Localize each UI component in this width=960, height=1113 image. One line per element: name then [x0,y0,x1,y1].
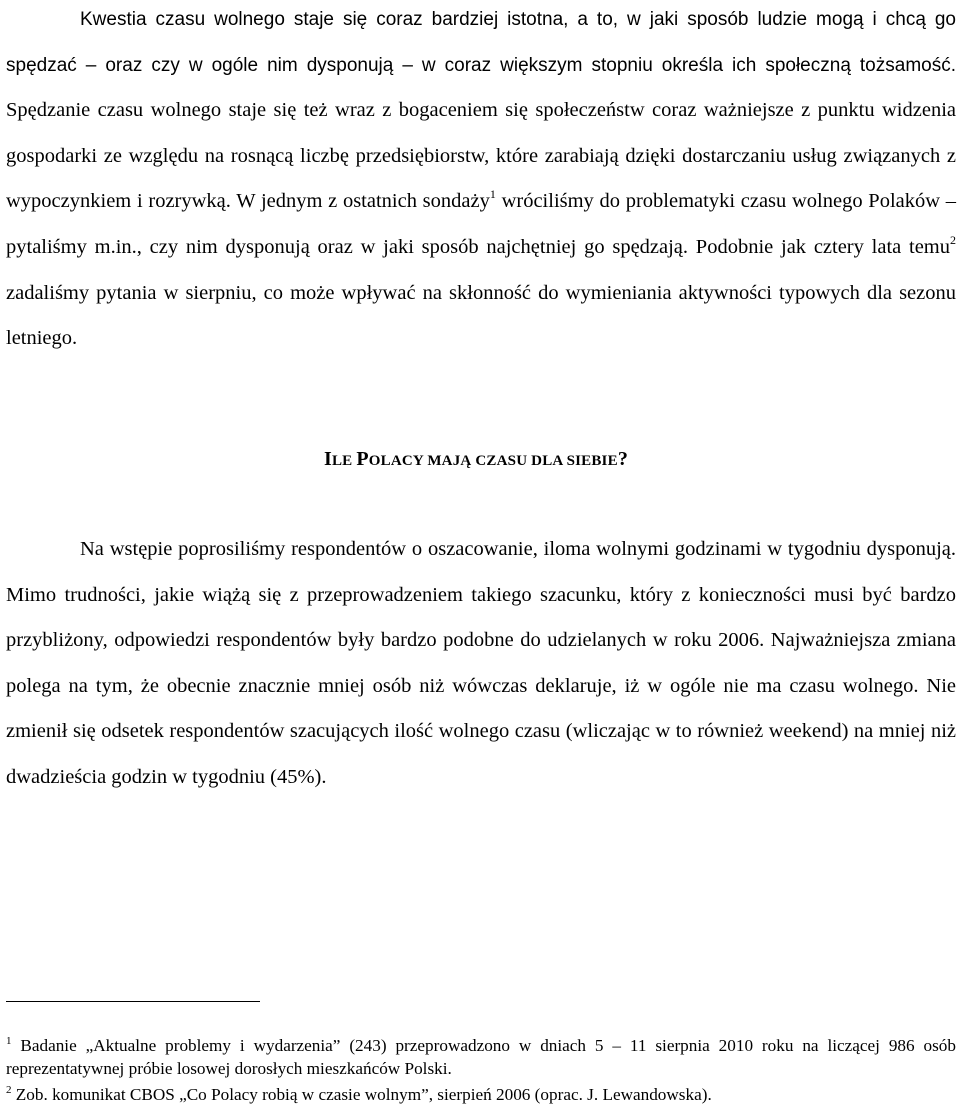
intro-text-questions: wróciliśmy do problematyki czasu wolnego Polaków – pytaliśmy m.in., czy nim dysponują oraz w jaki sposób najchętniej go spędzają. Podobnie jak cztery lata temu [6,190,957,258]
intro-text-august: zadaliśmy pytania w sierpniu, co może wpływać na skłonność do wymieniania aktywności typowych dla sezonu letniego. [6,281,956,350]
heading-rest: OLACY MAJĄ CZASU DLA SIEBIE [368,453,618,469]
footnote-separator [6,1001,260,1002]
heading-p: P [356,448,369,470]
intro-text-serif: Spędzanie czasu wolnego staje się też wraz z bogaceniem się społeczeństw coraz ważniejsze z punktu widzenia gospodarki ze względu na rosnącą liczbę przedsiębiorstw, które zarabiają dzięki dostarczaniu usług związanych z wypoczynkiem i rozrywką. [6,99,956,213]
footnote-1 [6,1034,956,1080]
footnote-ref-1[interactable]: 1 [489,187,496,202]
footnote-2-text: Zob. komunikat CBOS „Co Polacy robią w czasie wolnym”, sierpień 2006 (oprac. J. Lewandowska). [11,1085,712,1104]
intro-paragraph [6,0,956,362]
footnote-ref-2[interactable]: 2 [950,232,956,247]
footnote-1-mark: 1 [6,1035,12,1047]
intro-text-survey: W jednym z ostatnich sondaży [230,190,490,213]
heading-le: LE [331,453,357,469]
footnote-2-mark: 2 [6,1084,12,1096]
heading-i: I [323,448,332,470]
footnote-1-text: Badanie „Aktualne problemy i wydarzenia” (243) przeprowadzono w dniach 5 – 11 sierpnia 2010 roku na liczącej 986 osób reprezentatywnej próbie losowej dorosłych mieszkańców Polski. [6,1036,956,1078]
heading-question-mark: ? [617,448,629,470]
section-heading [6,448,946,471]
intro-text-sans: Kwestia czasu wolnego staje się coraz bardziej istotna, a to, w jaki sposób ludzie mogą i chcą go spędzać – oraz czy w ogóle nim dysponują – w coraz większym stopniu określa ich społeczną tożsamość. [6,9,956,76]
footnote-2 [6,1083,956,1106]
body-paragraph: Na wstępie poprosiliśmy respondentów o oszacowanie, iloma wolnymi godzinami w tygodniu dysponują. Mimo trudności, jakie wiążą się z przeprowadzeniem takiego szacunku, który z konieczności musi być bardzo przybliżony, odpowiedzi respondentów były bardzo podobne do udzielanych w roku 2006. Najważniejsza zmiana polega na tym, że obecnie znacznie mniej osób niż wówczas deklaruje, iż w ogóle nie ma czasu wolnego. Nie zmienił się odsetek respondentów szacujących ilość wolnego czasu (wliczając w to również weekend) na mniej niż dwadzieścia godzin w tygodniu (45%). [6,538,956,788]
